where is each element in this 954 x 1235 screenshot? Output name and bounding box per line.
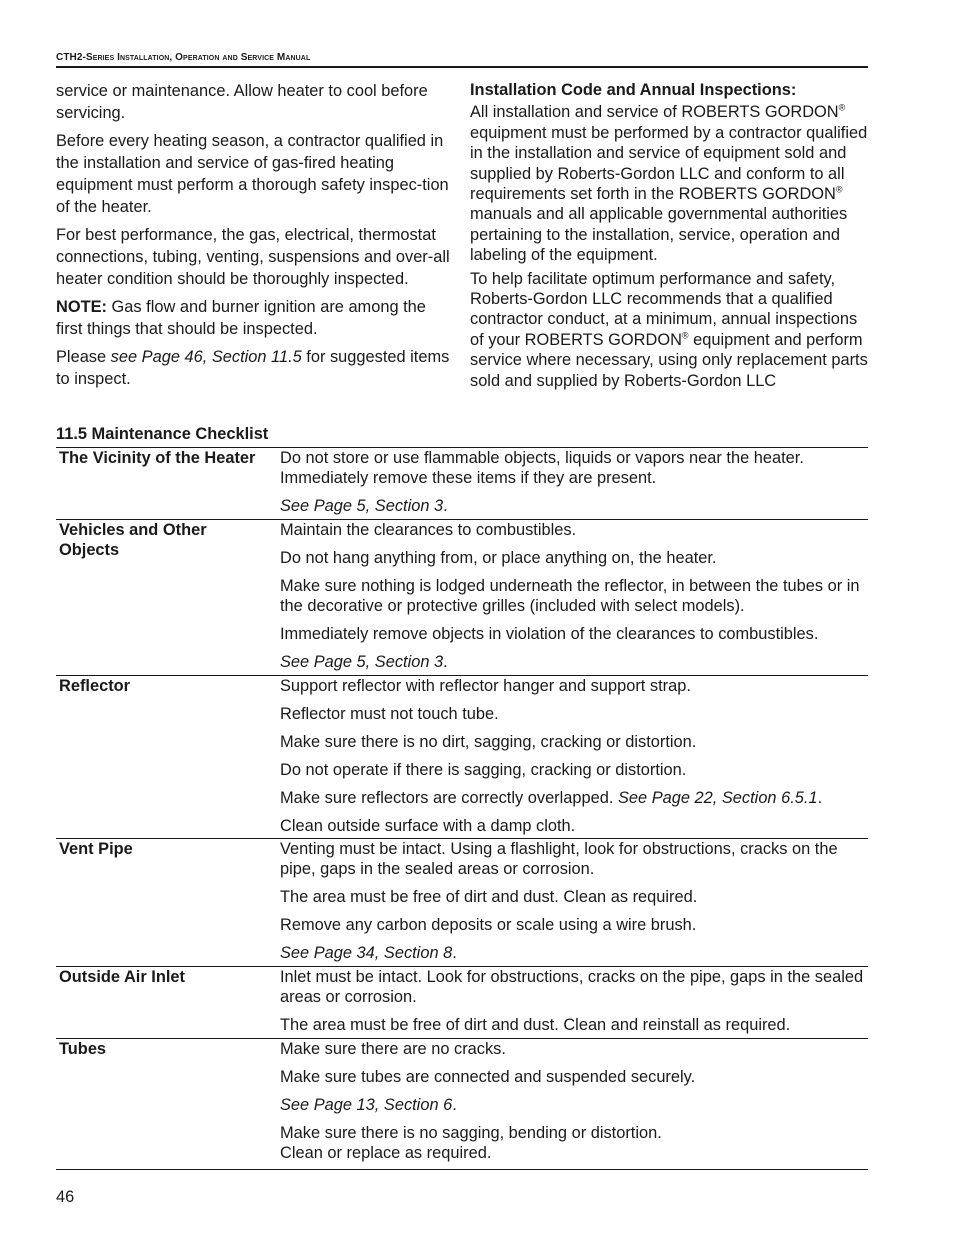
text: Make sure reflectors are correctly overlapped. — [280, 788, 618, 807]
checklist-item: The area must be free of dirt and dust. Clean as required. — [280, 888, 698, 907]
checklist-item: Inlet must be intact. Look for obstructions, cracks on the pipe, gaps in the sealed areas or corrosion. — [280, 967, 864, 1007]
checklist-item: Make sure there is no dirt, sagging, cracking or distortion. — [280, 732, 697, 751]
table-row — [56, 1038, 868, 1170]
reference-text: See Page 22, Section 6.5.1 — [617, 788, 818, 807]
row-items — [280, 448, 868, 517]
table-row — [56, 447, 868, 519]
checklist-item: Do not operate if there is sagging, cracking or distortion. — [280, 760, 687, 779]
row-label: Outside Air Inlet — [59, 967, 185, 986]
paragraph — [470, 102, 868, 265]
text: manuals and all applicable governmental authorities pertaining to the installation, service, operation and labeling of the equipment. — [470, 205, 848, 265]
cross-reference: see Page 46, Section 11.5 — [110, 348, 302, 366]
checklist-item: Make sure there are no cracks. — [280, 1039, 506, 1058]
note-text: Gas flow and burner ignition are among the first things that should be inspected. — [56, 298, 426, 338]
checklist-item: Venting must be intact. Using a flashlight, look for obstructions, cracks on the pipe, gaps in the sealed areas or corrosion. — [280, 840, 838, 879]
table-row — [56, 675, 868, 838]
paragraph: Before every heating season, a contractor qualified in the installation and service of gas-fired heating equipment must perform a thorough safety inspec-tion of the heater. — [56, 132, 449, 216]
checklist-item: The area must be free of dirt and dust. Clean and reinstall as required. — [280, 1016, 791, 1035]
left-column — [56, 80, 456, 396]
paragraph — [56, 346, 456, 390]
text: equipment and perform service where necessary, using only replacement parts sold and supplied by Roberts-Gordon LLC — [470, 330, 868, 390]
text: All installation and service of ROBERTS GORDON — [470, 103, 839, 122]
cross-reference: See Page 13, Section 6. — [280, 1095, 457, 1114]
row-label: The Vicinity of the Heater — [59, 449, 256, 467]
cross-reference: See Page 34, Section 8. — [280, 944, 457, 963]
checklist-item: Make sure nothing is lodged underneath the reflector, in between the tubes or in the decorative or protective grilles (included with select models). — [280, 576, 860, 616]
text: equipment must be performed by a contractor qualified in the installation and service of equipment sold and supplied by Roberts-Gordon LLC and conform to all requirements set forth in the ROBERTS GORDON — [470, 123, 868, 204]
row-items — [280, 839, 868, 964]
checklist-item: Remove any carbon deposits or scale using a wire brush. — [280, 916, 697, 935]
note-paragraph — [56, 296, 456, 340]
checklist-item: Reflector must not touch tube. — [280, 704, 499, 723]
paragraph: service or maintenance. Allow heater to cool before servicing. — [56, 82, 428, 122]
text: for suggested items to inspect. — [56, 348, 450, 388]
reference-text: See Page 34, Section 8 — [280, 944, 453, 963]
text: Please — [56, 348, 111, 366]
checklist-item: Immediately remove objects in violation of the clearances to combustibles. — [280, 625, 819, 644]
checklist-item: Do not hang anything from, or place anything on, the heater. — [280, 548, 717, 567]
paragraph: For best performance, the gas, electrical, thermostat connections, tubing, venting, suspensions and over-all heater condition should be thoroughly inspected. — [56, 226, 450, 288]
registered-mark: ® — [681, 330, 689, 341]
checklist-title: 11.5 Maintenance Checklist — [56, 425, 269, 443]
row-items — [280, 520, 868, 673]
registered-mark: ® — [838, 102, 846, 113]
checklist-item — [280, 1123, 868, 1164]
checklist-item: Clean outside surface with a damp cloth. — [280, 816, 576, 835]
manual-title: CTH2-Series Installation, Operation and Service Manual — [56, 52, 311, 63]
page-number: 46 — [56, 1188, 75, 1206]
paragraph — [470, 269, 868, 391]
table-row — [56, 966, 868, 1038]
running-header — [56, 52, 868, 68]
checklist-item: Support reflector with reflector hanger and support strap. — [280, 676, 691, 695]
right-column — [470, 80, 868, 393]
text: Make sure there is no sagging, bending or distortion. — [280, 1123, 662, 1142]
cross-reference: See Page 5, Section 3. — [280, 653, 448, 672]
row-items — [280, 967, 868, 1036]
checklist-item: Make sure reflectors are correctly overlapped. See Page 22, Section 6.5.1. — [280, 788, 823, 807]
cross-reference: See Page 5, Section 3. — [280, 497, 448, 516]
reference-text: See Page 5, Section 3 — [280, 497, 444, 516]
row-items — [280, 676, 868, 836]
table-row — [56, 838, 868, 966]
reference-text: See Page 13, Section 6 — [280, 1095, 453, 1114]
registered-mark: ® — [835, 184, 843, 195]
text: To help facilitate optimum performance and safety, Roberts-Gordon LLC recommends that a qualified contractor conduct, at a minimum, annual inspections of your ROBERTS GORDON — [470, 269, 858, 349]
reference-text: See Page 5, Section 3 — [280, 653, 444, 672]
table-row — [56, 519, 868, 675]
maintenance-checklist-table — [56, 447, 868, 1170]
row-label: Reflector — [59, 676, 131, 695]
checklist-item: Make sure tubes are connected and suspended securely. — [280, 1067, 696, 1086]
row-label: Vent Pipe — [59, 840, 133, 859]
checklist-item: Maintain the clearances to combustibles. — [280, 520, 577, 539]
section-heading: Installation Code and Annual Inspections: — [470, 81, 797, 99]
row-label: Vehicles and Other Objects — [59, 520, 207, 560]
row-label: Tubes — [59, 1039, 107, 1058]
text: Clean or replace as required. — [280, 1144, 492, 1163]
note-label: NOTE: — [56, 298, 107, 316]
checklist-item: Do not store or use flammable objects, liquids or vapors near the heater. Immediately remove these items if they are present. — [280, 449, 804, 488]
row-items — [280, 1039, 868, 1164]
